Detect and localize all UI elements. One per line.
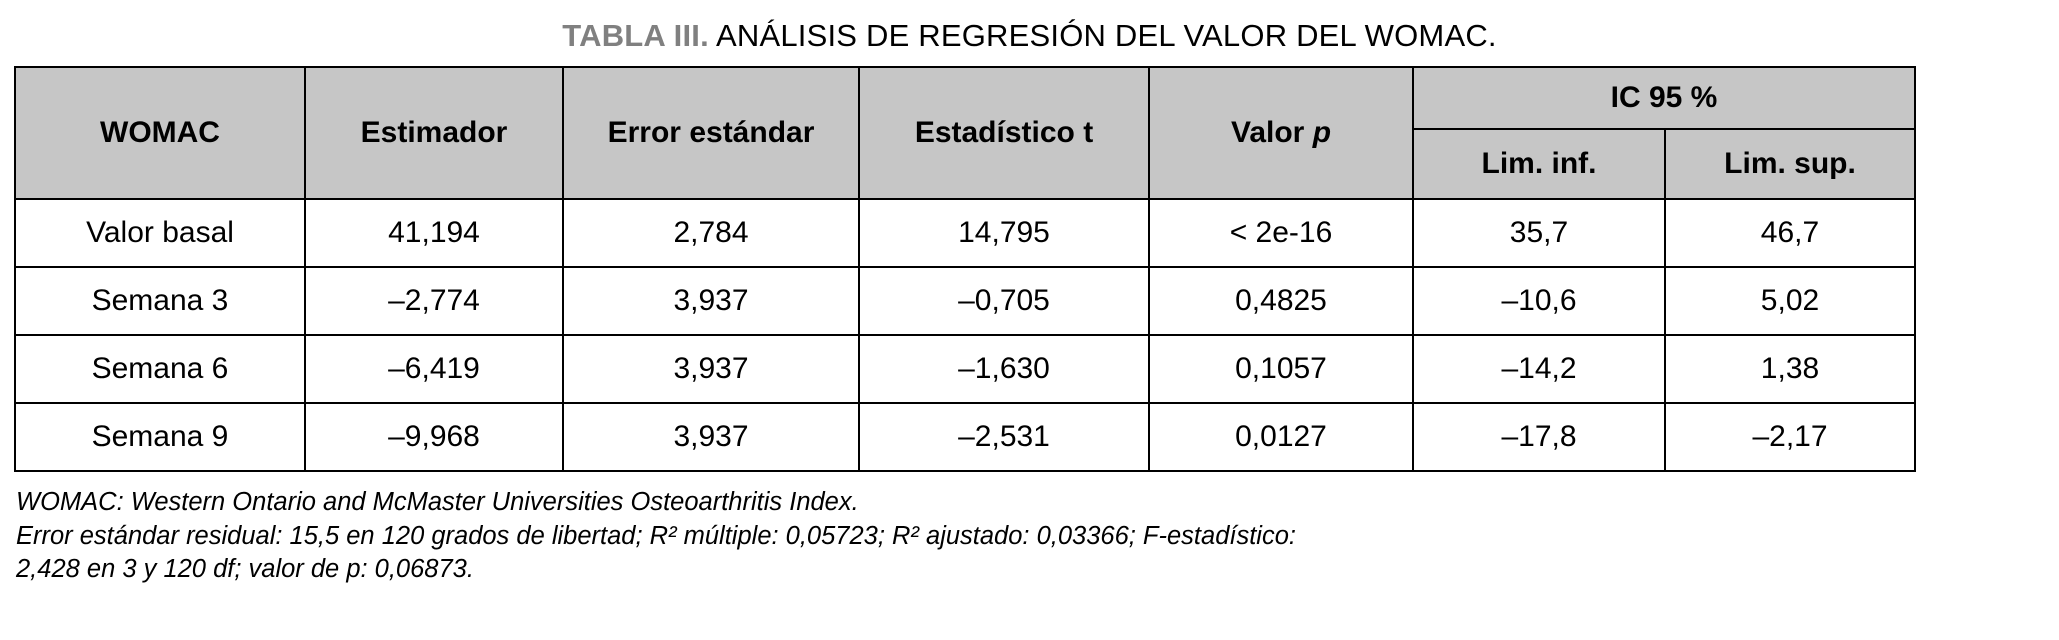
caption-title-text: ANÁLISIS DE REGRESIÓN DEL VALOR DEL WOMAC. bbox=[708, 18, 1497, 53]
valor-p-prefix: Valor bbox=[1230, 116, 1313, 149]
cell-estadistico-t: –2,531 bbox=[859, 403, 1149, 471]
cell-lim-inf: –14,2 bbox=[1413, 335, 1665, 403]
cell-estimador: 41,194 bbox=[305, 199, 563, 267]
column-header-lim-inf: Lim. inf. bbox=[1413, 129, 1665, 199]
valor-p-italic: p bbox=[1312, 116, 1332, 149]
column-header-error-estandar: Error estándar bbox=[563, 67, 859, 199]
cell-lim-sup: –2,17 bbox=[1665, 403, 1915, 471]
row-label: Semana 3 bbox=[15, 267, 305, 335]
cell-estimador: –2,774 bbox=[305, 267, 563, 335]
cell-lim-inf: –17,8 bbox=[1413, 403, 1665, 471]
cell-lim-inf: 35,7 bbox=[1413, 199, 1665, 267]
table-footnotes bbox=[16, 486, 1936, 587]
cell-error-estandar: 3,937 bbox=[563, 403, 859, 471]
cell-estimador: –9,968 bbox=[305, 403, 563, 471]
caption-table-label: TABLA III. bbox=[562, 18, 709, 53]
regression-table bbox=[14, 66, 1916, 472]
column-header-ic95: IC 95 % bbox=[1413, 67, 1915, 129]
column-header-estadistico-t: Estadístico t bbox=[859, 67, 1149, 199]
cell-lim-sup: 5,02 bbox=[1665, 267, 1915, 335]
cell-error-estandar: 3,937 bbox=[563, 267, 859, 335]
cell-error-estandar: 3,937 bbox=[563, 335, 859, 403]
footnote-statistics-line2: 2,428 en 3 y 120 df; valor de p: 0,06873. bbox=[16, 555, 474, 584]
row-label: Semana 9 bbox=[15, 403, 305, 471]
cell-estadistico-t: –1,630 bbox=[859, 335, 1149, 403]
column-header-womac: WOMAC bbox=[15, 67, 305, 199]
table-body bbox=[15, 199, 1915, 471]
cell-lim-inf: –10,6 bbox=[1413, 267, 1665, 335]
header-row-top bbox=[15, 67, 1915, 129]
table-row bbox=[15, 335, 1915, 403]
cell-valor-p: < 2e-16 bbox=[1149, 199, 1413, 267]
table-row bbox=[15, 267, 1915, 335]
table-row bbox=[15, 199, 1915, 267]
cell-valor-p: 0,4825 bbox=[1149, 267, 1413, 335]
table-header bbox=[15, 67, 1915, 199]
cell-valor-p: 0,1057 bbox=[1149, 335, 1413, 403]
column-header-estimador: Estimador bbox=[305, 67, 563, 199]
footnote-abbreviation: WOMAC: Western Ontario and McMaster Universities Osteoarthritis Index. bbox=[16, 488, 859, 516]
cell-estadistico-t: 14,795 bbox=[859, 199, 1149, 267]
row-label: Semana 6 bbox=[15, 335, 305, 403]
row-label: Valor basal bbox=[15, 199, 305, 267]
cell-valor-p: 0,0127 bbox=[1149, 403, 1413, 471]
table-row bbox=[15, 403, 1915, 471]
cell-error-estandar: 2,784 bbox=[563, 199, 859, 267]
footnote-statistics-line1: Error estándar residual: 15,5 en 120 grados de libertad; R² múltiple: 0,05723; R² ajustado: 0,03366; F-estadístico: bbox=[16, 521, 1296, 550]
table-caption bbox=[0, 0, 2059, 66]
cell-lim-sup: 1,38 bbox=[1665, 335, 1915, 403]
column-header-valor-p bbox=[1149, 67, 1413, 199]
cell-estimador: –6,419 bbox=[305, 335, 563, 403]
column-header-lim-sup: Lim. sup. bbox=[1665, 129, 1915, 199]
cell-lim-sup: 46,7 bbox=[1665, 199, 1915, 267]
cell-estadistico-t: –0,705 bbox=[859, 267, 1149, 335]
